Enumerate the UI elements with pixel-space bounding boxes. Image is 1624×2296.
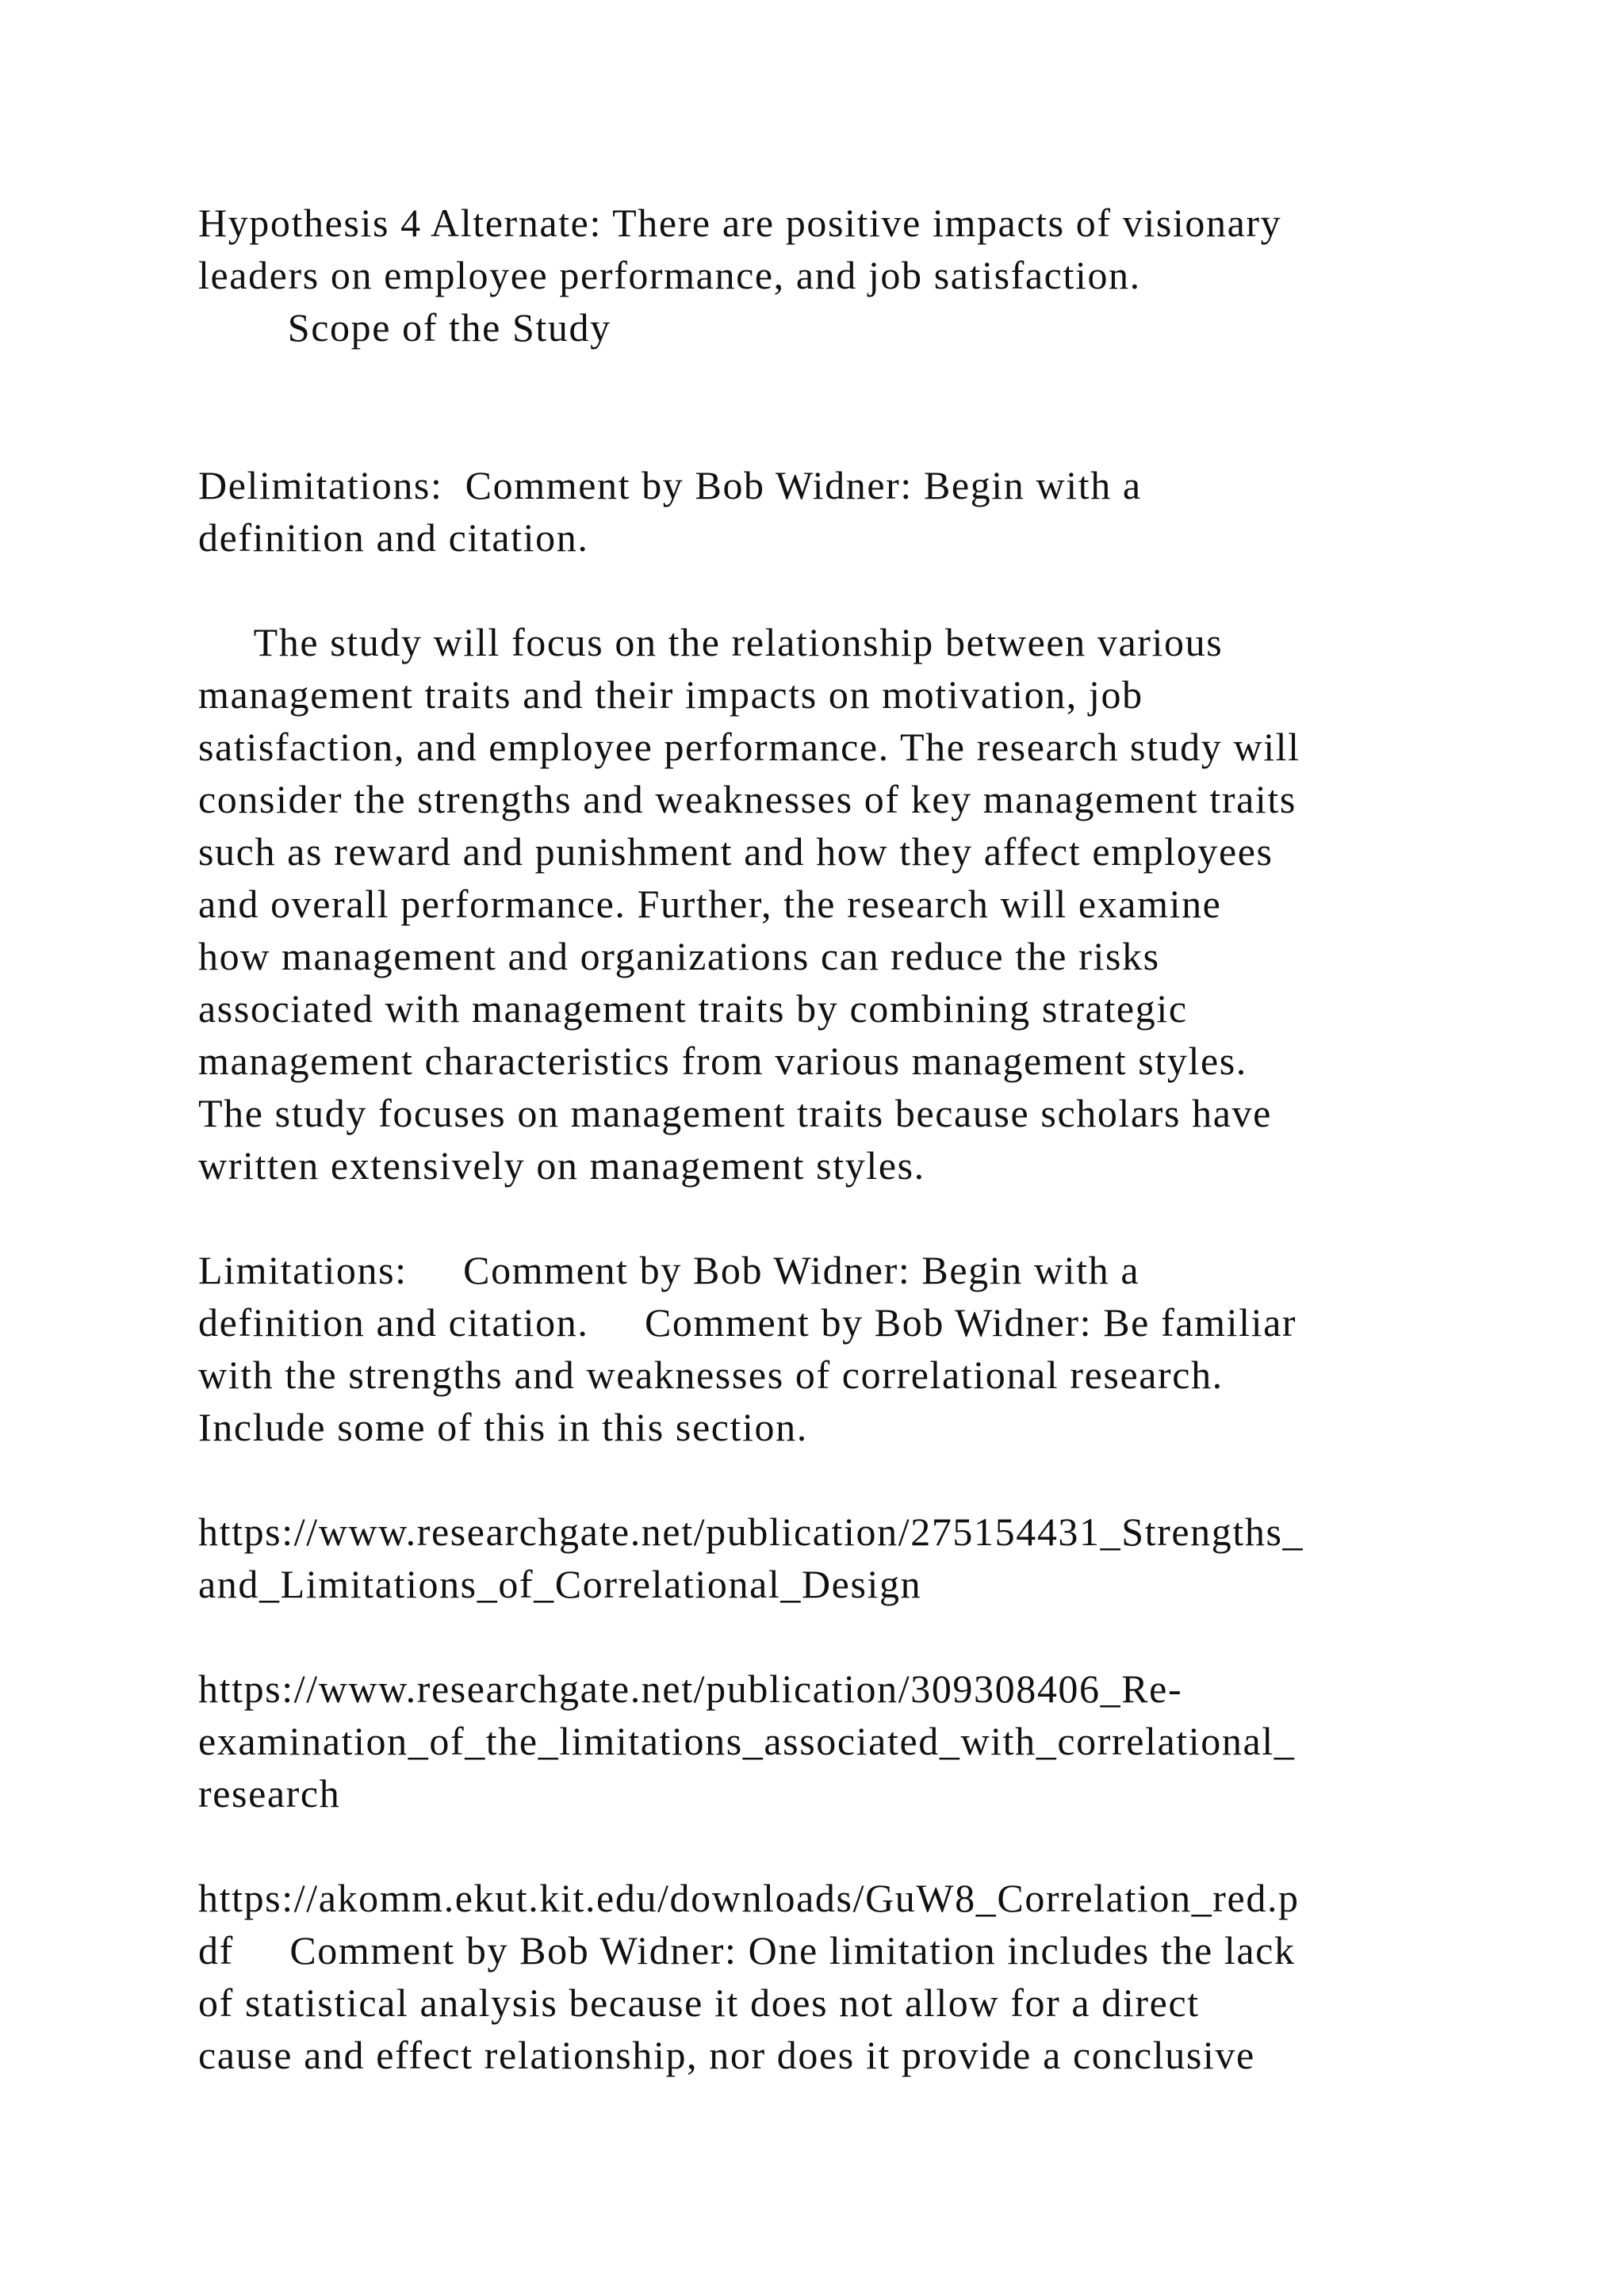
delimitations-paragraph-line-7: how management and organizations can reduce the risks bbox=[198, 934, 1160, 978]
delimitations-paragraph-line-10: The study focuses on management traits because scholars have bbox=[198, 1091, 1272, 1135]
limitations-line-3: with the strengths and weaknesses of correlational research. bbox=[198, 1353, 1224, 1397]
delimitations-paragraph-line-3: satisfaction, and employee performance. The research study will bbox=[198, 725, 1300, 769]
delimitations-paragraph-line-6: and overall performance. Further, the research will examine bbox=[198, 882, 1222, 926]
delimitations-paragraph-line-4: consider the strengths and weaknesses of key management traits bbox=[198, 777, 1297, 821]
delimitations-paragraph-line-11: written extensively on management styles. bbox=[198, 1143, 925, 1188]
limitations-line-1: Limitations: Comment by Bob Widner: Begin with a bbox=[198, 1248, 1140, 1292]
url-2-line-1: https://www.researchgate.net/publication/309308406_Re- bbox=[198, 1667, 1183, 1711]
delimitations-paragraph-line-8: associated with management traits by combining strategic bbox=[198, 986, 1188, 1031]
delimitations-paragraph-line-1: The study will focus on the relationship between various bbox=[198, 620, 1224, 664]
limitations-line-4: Include some of this in this section. bbox=[198, 1405, 808, 1449]
url-3-comment-line-4: cause and effect relationship, nor does it provide a conclusive bbox=[198, 2033, 1255, 2077]
url-1-line-2: and_Limitations_of_Correlational_Design bbox=[198, 1562, 922, 1606]
url-2-line-3: research bbox=[198, 1771, 341, 1816]
hypothesis-line-2: leaders on employee performance, and job satisfaction. bbox=[198, 253, 1141, 297]
delimitations-paragraph-line-5: such as reward and punishment and how they affect employees bbox=[198, 829, 1274, 874]
hypothesis-line-1: Hypothesis 4 Alternate: There are positive impacts of visionary bbox=[198, 201, 1282, 245]
scope-heading: Scope of the Study bbox=[198, 305, 611, 350]
limitations-line-2: definition and citation. Comment by Bob Widner: Be familiar bbox=[198, 1300, 1297, 1345]
delimitations-line-1: Delimitations: Comment by Bob Widner: Begin with a bbox=[198, 463, 1142, 507]
url-3-line-1: https://akomm.ekut.kit.edu/downloads/GuW8_Correlation_red.p bbox=[198, 1876, 1300, 1920]
url-3-comment-line-3: of statistical analysis because it does not allow for a direct bbox=[198, 1980, 1200, 2025]
url-1-line-1: https://www.researchgate.net/publication/275154431_Strengths_ bbox=[198, 1510, 1304, 1554]
url-2-line-2: examination_of_the_limitations_associated_with_correlational_ bbox=[198, 1719, 1296, 1763]
delimitations-paragraph-line-2: management traits and their impacts on motivation, job bbox=[198, 672, 1143, 717]
url-3-comment-line-2: df Comment by Bob Widner: One limitation includes the lack bbox=[198, 1928, 1296, 1973]
delimitations-paragraph-line-9: management characteristics from various management styles. bbox=[198, 1039, 1247, 1083]
delimitations-line-2: definition and citation. bbox=[198, 515, 589, 560]
